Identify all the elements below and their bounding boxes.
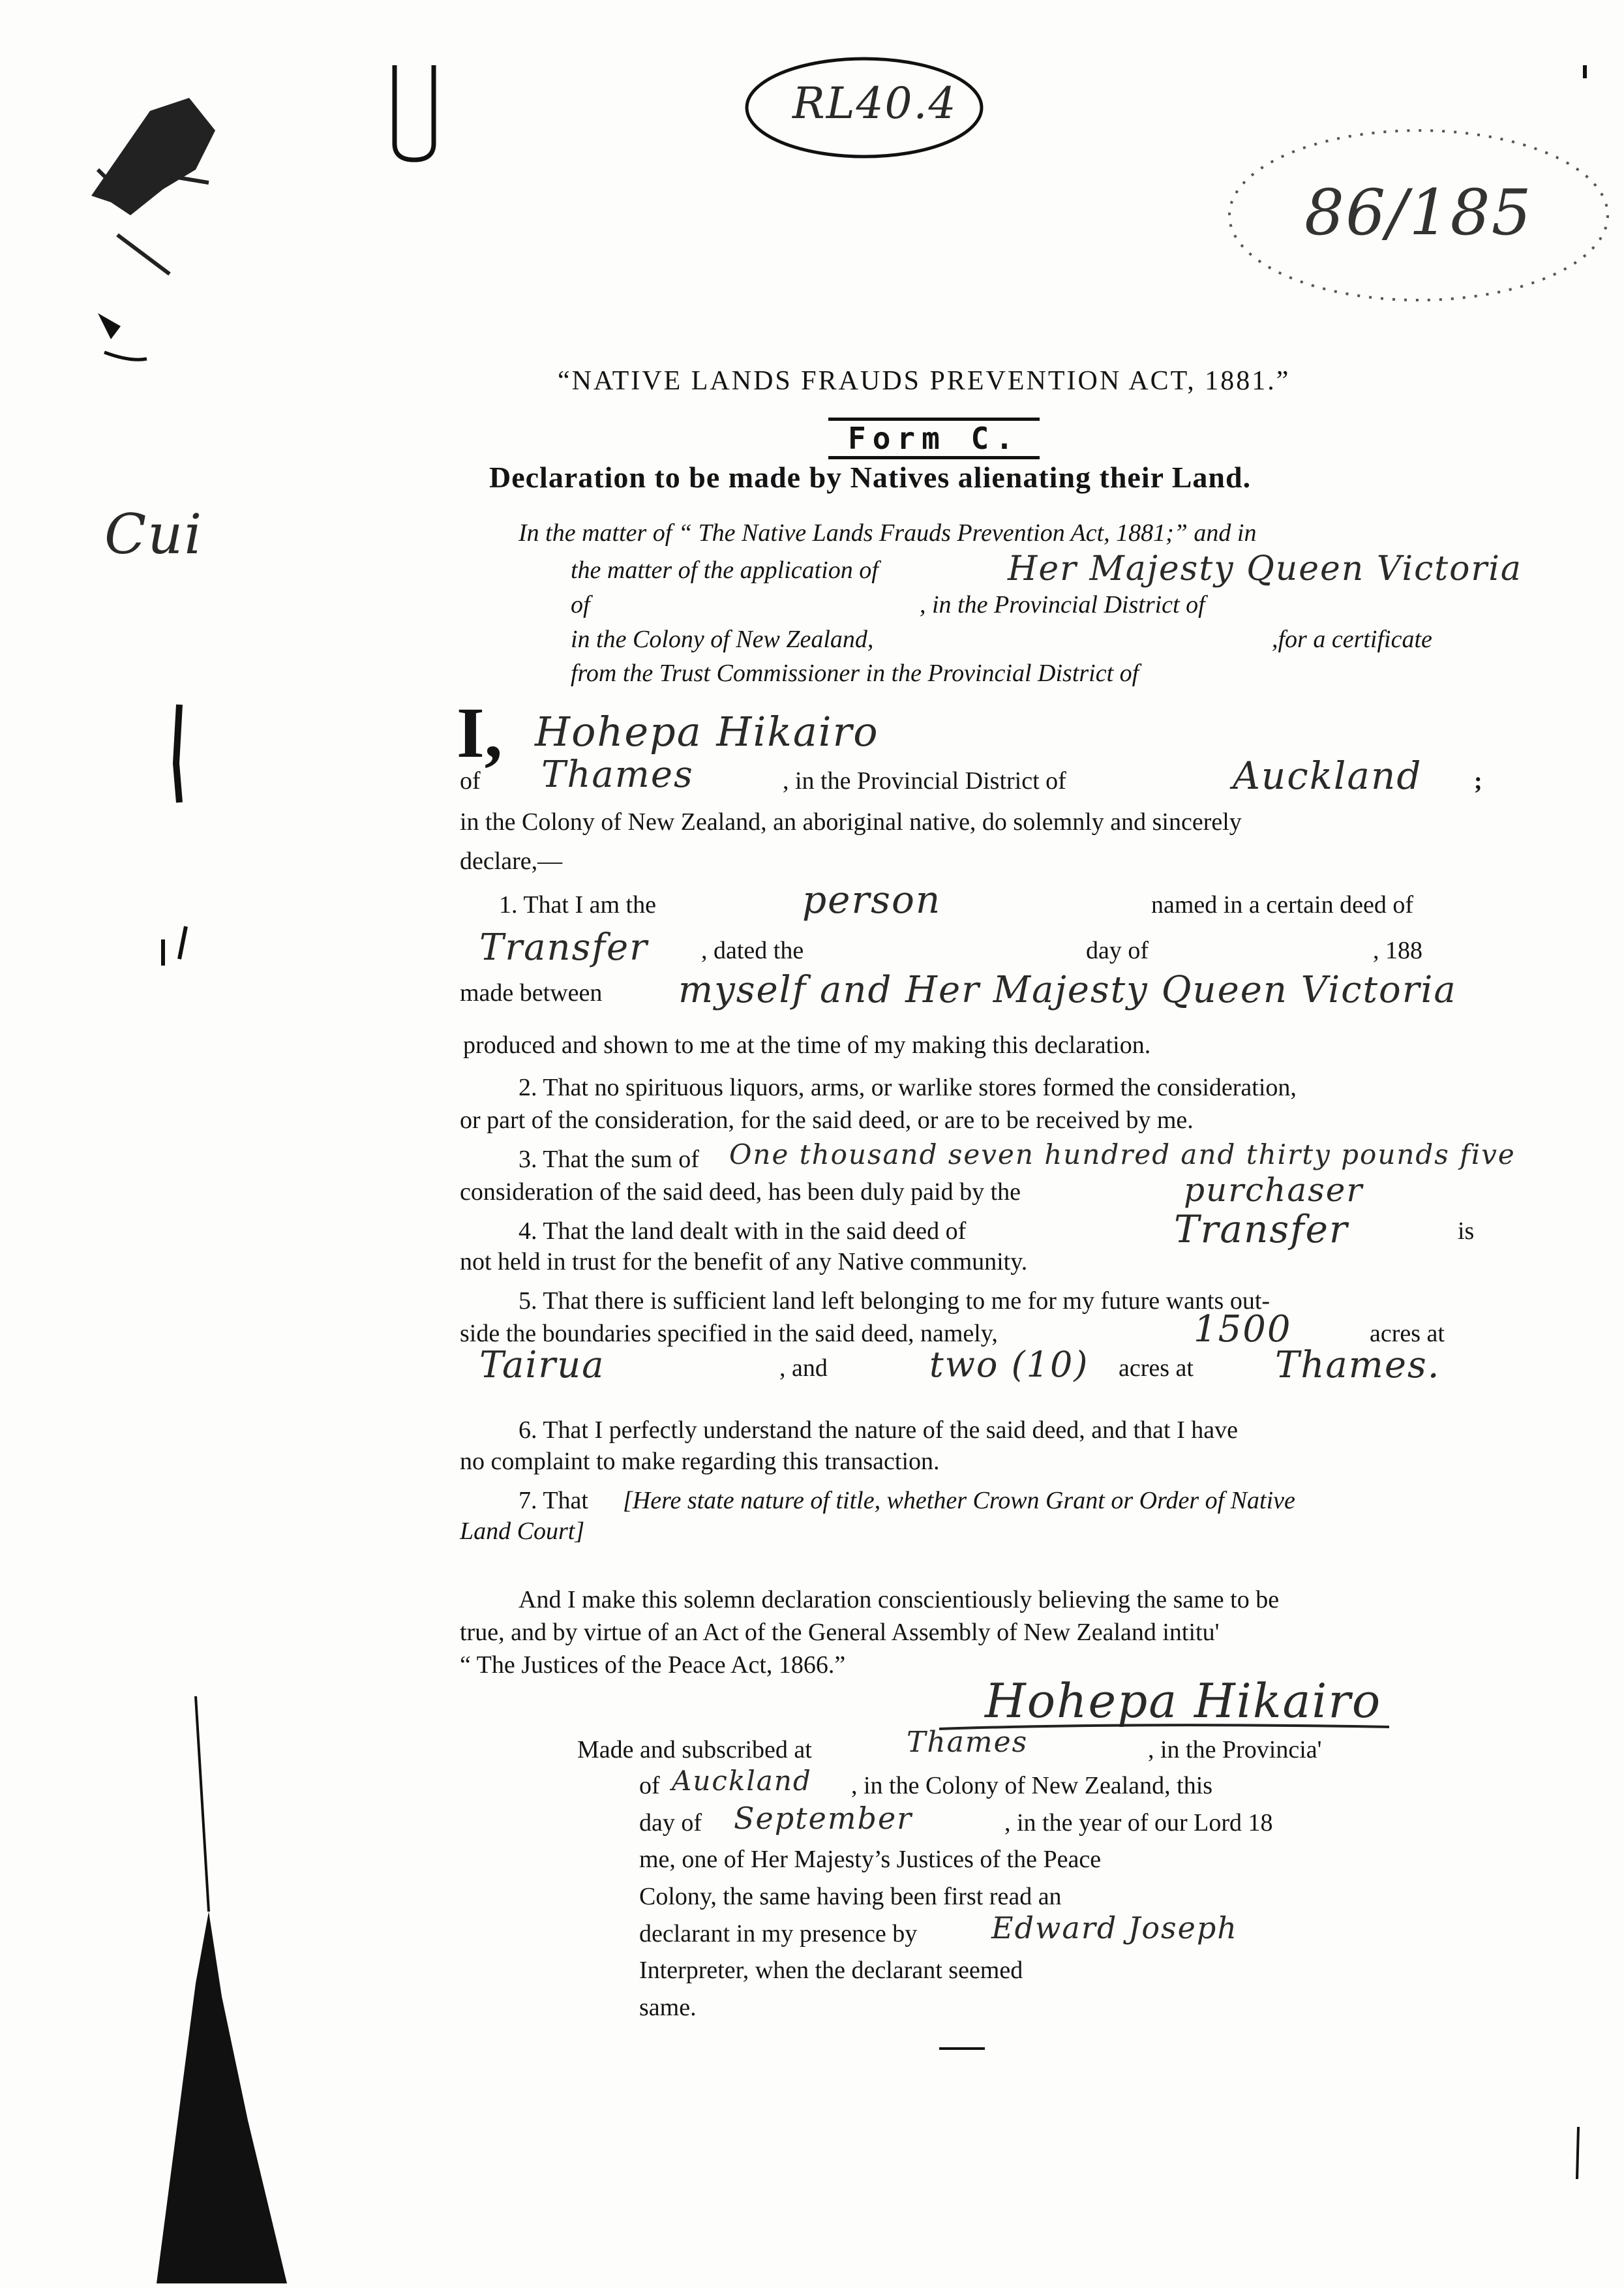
closing-line-1: And I make this solemn declaration conscientiously believing the same to be [519,1586,1280,1613]
para6-line-2: no complaint to make regarding this transaction. [460,1448,940,1475]
clip-mark [395,65,434,160]
jurat-line-6: declarant in my presence by [639,1920,918,1947]
declarant-district-label: , in the Provincial District of [783,767,1066,795]
para5-line-1: 5. That there is sufficient land left belonging to me for my future wants out- [519,1287,1271,1315]
para5-and: , and [779,1354,828,1382]
para5-line-2: side the boundaries specified in the said deed, namely, [460,1320,998,1347]
para3-line-2: consideration of the said deed, has been duly paid by the [460,1178,1021,1206]
para1-role: person [802,877,942,922]
para1-parties: myself and Her Majesty Queen Victoria [678,969,1457,1011]
form-label-box [828,418,1040,459]
matter-colony: in the Colony of New Zealand, [571,626,874,653]
jurat-line-5: Colony, the same having been first read an [639,1883,1062,1910]
para1-prefix: 1. That I am the [499,891,656,919]
declarant-district: Auckland [1233,754,1422,798]
para1-produced: produced and shown to me at the time of my making this declaration. [463,1031,1151,1059]
closing-line-3: “ The Justices of the Peace Act, 1866.” [460,1651,846,1679]
jurat-interpreter: Edward Joseph [991,1910,1238,1945]
para6-line-1: 6. That I perfectly understand the nature of the said deed, and that I have [519,1416,1238,1444]
para4-prefix: 4. That the land dealt with in the said deed of [519,1217,967,1245]
ink-smudge [91,98,215,215]
matter-district: , in the Provincial District of [920,591,1205,618]
applicant-handwritten: Her Majesty Queen Victoria [1008,549,1522,588]
para1-deed-type: Transfer [479,926,648,969]
jurat-line-2: , in the Colony of New Zealand, this [851,1772,1213,1799]
para7-italic-2: Land Court] [460,1518,585,1545]
page-shadow [157,1912,287,2283]
para1-year: , 188 [1373,937,1422,964]
para4-deed: Transfer [1174,1207,1349,1251]
jurat-of-label: of [639,1772,660,1799]
declarant-residence: Thames [541,754,694,796]
closing-line-2: true, and by virtue of an Act of the General Assembly of New Zealand intitu' [460,1619,1220,1646]
declarant-line-3: declare,— [460,847,563,875]
reference-number: RL40.4 [792,78,957,129]
para5-place-1: Tairua [479,1344,605,1386]
act-title: “NATIVE LANDS FRAUDS PREVENTION ACT, 1881.” [558,366,1291,396]
para5-acres-2: two (10) [929,1344,1089,1385]
jurat-month: September [734,1801,913,1836]
para1-dated: , dated the [701,937,804,964]
para3-payer: purchaser [1184,1171,1364,1209]
matter-trust-commissioner: from the Trust Commissioner in the Provincial District of [571,660,1139,687]
jurat-line-1-end: , in the Provincia' [1148,1736,1322,1763]
margin-note: Cui [104,502,203,566]
jurat-auckland: Auckland [672,1765,812,1797]
declarant-of-label: of [460,767,481,795]
para5-acres-at-2: acres at [1119,1354,1194,1382]
para5-place-2: Thames. [1275,1344,1441,1386]
declarant-signature: Hohepa Hikairo [985,1673,1382,1728]
jurat-line-4: me, one of Her Majesty’s Justices of the Peace [639,1846,1102,1873]
jurat-place: Thames [907,1726,1029,1759]
semicolon-mark: ; [1474,767,1482,795]
para5-acres-1: 1500 [1194,1308,1292,1350]
para2-line-2: or part of the consideration, for the said deed, or are to be received by me. [460,1106,1194,1134]
para3-sum: One thousand seven hundred and thirty pounds five [729,1138,1516,1170]
para5-acres-at: acres at [1370,1320,1445,1347]
para7-italic-1: [Here state nature of title, whether Crown Grant or Order of Native [623,1487,1295,1514]
matter-line-1: In the matter of “ The Native Lands Frauds Prevention Act, 1881;” and in [519,519,1257,547]
declarant-name: Hohepa Hikairo [535,708,879,755]
matter-certificate: ,for a certificate [1272,626,1432,653]
matter-line-2: the matter of the application of [571,557,879,584]
para2-line-1: 2. That no spirituous liquors, arms, or warlike stores formed the consideration, [519,1074,1297,1101]
para3-prefix: 3. That the sum of [519,1146,699,1173]
jurat-line-3: , in the year of our Lord 18 [1004,1809,1273,1837]
para1-day-of: day of [1086,937,1149,964]
declarant-i: I, [457,693,503,772]
declarant-line-2: in the Colony of New Zealand, an aboriginal native, do solemnly and sincerely [460,808,1242,836]
form-label: Form C. [848,421,1020,456]
para1-named: named in a certain deed of [1151,891,1413,919]
jurat-line-1: Made and subscribed at [577,1736,812,1763]
para4-is: is [1458,1217,1475,1245]
para1-made-between: made between [460,979,603,1007]
para7-prefix: 7. That [519,1487,588,1514]
matter-of-label: of [571,591,590,618]
stamp-number: 86/185 [1304,176,1533,249]
jurat-line-8: same. [639,1994,697,2021]
para4-line-2: not held in trust for the benefit of any Native community. [460,1248,1028,1275]
form-heading: Declaration to be made by Natives alienating their Land. [489,461,1252,494]
jurat-day-of: day of [639,1809,702,1837]
jurat-line-7: Interpreter, when the declarant seemed [639,1957,1023,1984]
